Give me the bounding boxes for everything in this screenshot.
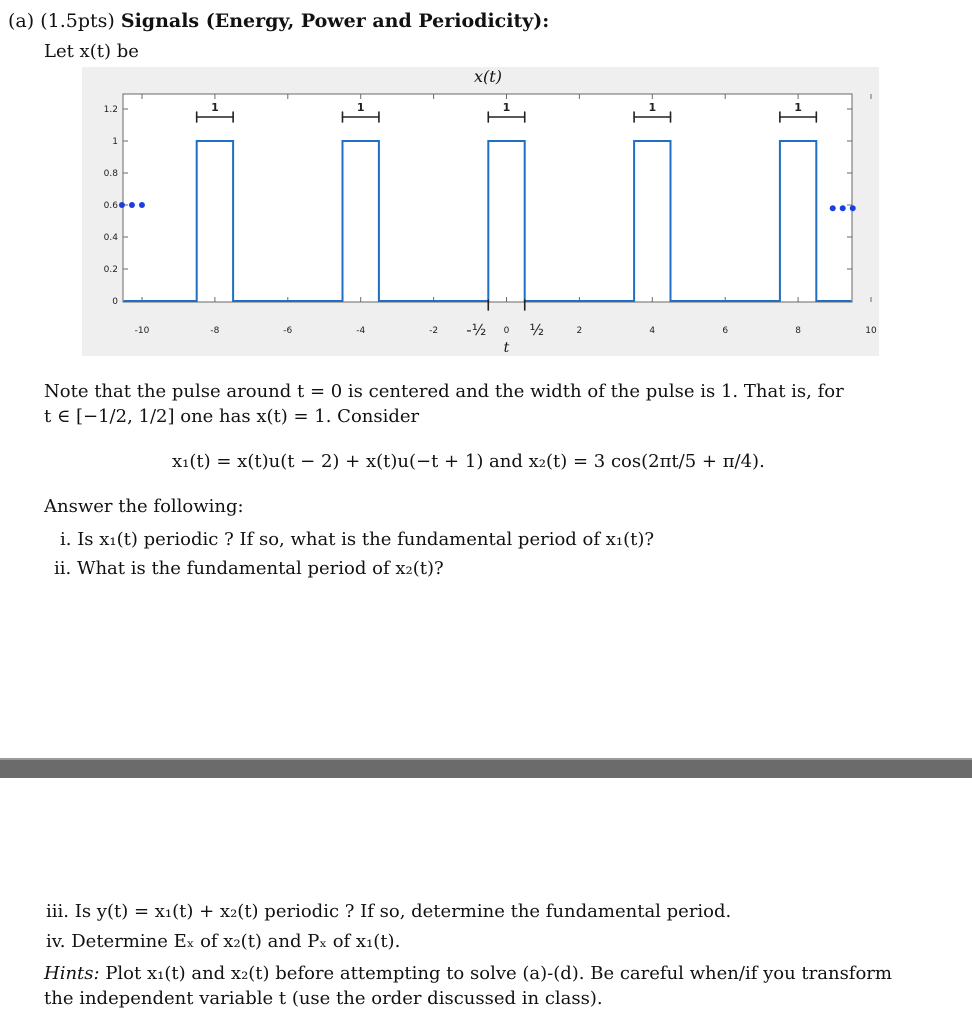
y-tick-label: 0.2 bbox=[103, 265, 118, 275]
y-tick-label: 1.2 bbox=[103, 105, 118, 115]
continuation-dot-right bbox=[850, 205, 856, 211]
x-tick-label: 8 bbox=[795, 326, 801, 336]
x-tick-label: -10 bbox=[134, 326, 150, 336]
half-left-label: -½ bbox=[466, 321, 487, 339]
part-label: (a) (1.5pts) bbox=[8, 10, 115, 32]
width-mark-label: 1 bbox=[648, 101, 657, 114]
width-mark-label: 1 bbox=[794, 101, 802, 114]
x-tick-label: -6 bbox=[283, 326, 293, 336]
hints-line-2: the independent variable t (use the order discussed in class). bbox=[44, 988, 603, 1009]
hints-line-1 bbox=[44, 963, 892, 985]
half-right-label: ½ bbox=[529, 321, 544, 339]
problem-header bbox=[8, 10, 549, 32]
y-tick-label: 0.8 bbox=[103, 169, 118, 179]
y-tick-label: 0.4 bbox=[103, 233, 118, 243]
x-tick-label: -2 bbox=[429, 326, 439, 336]
x-tick-label: 4 bbox=[649, 326, 656, 336]
question-ii: ii. What is the fundamental period of x₂(t)? bbox=[54, 558, 444, 579]
continuation-dot-left bbox=[129, 202, 135, 208]
width-mark-label: 1 bbox=[502, 101, 511, 114]
continuation-dot-right bbox=[840, 205, 846, 211]
width-mark-label: 1 bbox=[211, 101, 219, 114]
problem-title: Signals (Energy, Power and Periodicity): bbox=[120, 10, 550, 32]
y-tick-label: 1 bbox=[112, 137, 118, 147]
let-line: Let x(t) be bbox=[44, 41, 139, 62]
chart-title: x(t) bbox=[474, 67, 502, 86]
x-axis-label: t bbox=[503, 340, 510, 356]
page-separator bbox=[0, 760, 972, 778]
x-tick-label: 10 bbox=[865, 326, 877, 336]
x-tick-label: -8 bbox=[210, 326, 220, 336]
continuation-dot-left bbox=[119, 202, 125, 208]
x-tick-label: 2 bbox=[576, 326, 583, 336]
equation: x₁(t) = x(t)u(t − 2) + x(t)u(−t + 1) and x₂(t) = 3 cos(2πt/5 + π/4). bbox=[172, 451, 765, 472]
x-tick-label: -4 bbox=[356, 326, 366, 336]
continuation-dot-left bbox=[139, 202, 145, 208]
y-tick-label: 0.6 bbox=[103, 201, 118, 211]
y-tick-label: 0 bbox=[112, 297, 118, 307]
hints-label: Hints: bbox=[44, 963, 100, 984]
continuation-dot-right bbox=[830, 205, 836, 211]
x-tick-label: 0 bbox=[503, 326, 510, 336]
answer-intro: Answer the following: bbox=[44, 496, 244, 517]
note-line-1: Note that the pulse around t = 0 is centered and the width of the pulse is 1. That is, for bbox=[44, 381, 844, 402]
width-mark-label: 1 bbox=[356, 101, 365, 114]
question-iii: iii. Is y(t) = x₁(t) + x₂(t) periodic ? If so, determine the fundamental period. bbox=[46, 901, 732, 922]
hints-text-1: Plot x₁(t) and x₂(t) before attempting to solve (a)-(d). Be careful when/if you transform bbox=[99, 963, 892, 984]
question-i: i. Is x₁(t) periodic ? If so, what is the fundamental period of x₁(t)? bbox=[60, 529, 655, 550]
plot-area bbox=[82, 67, 879, 356]
question-iv: iv. Determine Eₓ of x₂(t) and Pₓ of x₁(t). bbox=[46, 931, 401, 952]
pulse-train-chart bbox=[82, 67, 879, 356]
x-tick-label: 6 bbox=[722, 326, 729, 336]
note-line-2: t ∈ [−1/2, 1/2] one has x(t) = 1. Consider bbox=[44, 406, 420, 427]
